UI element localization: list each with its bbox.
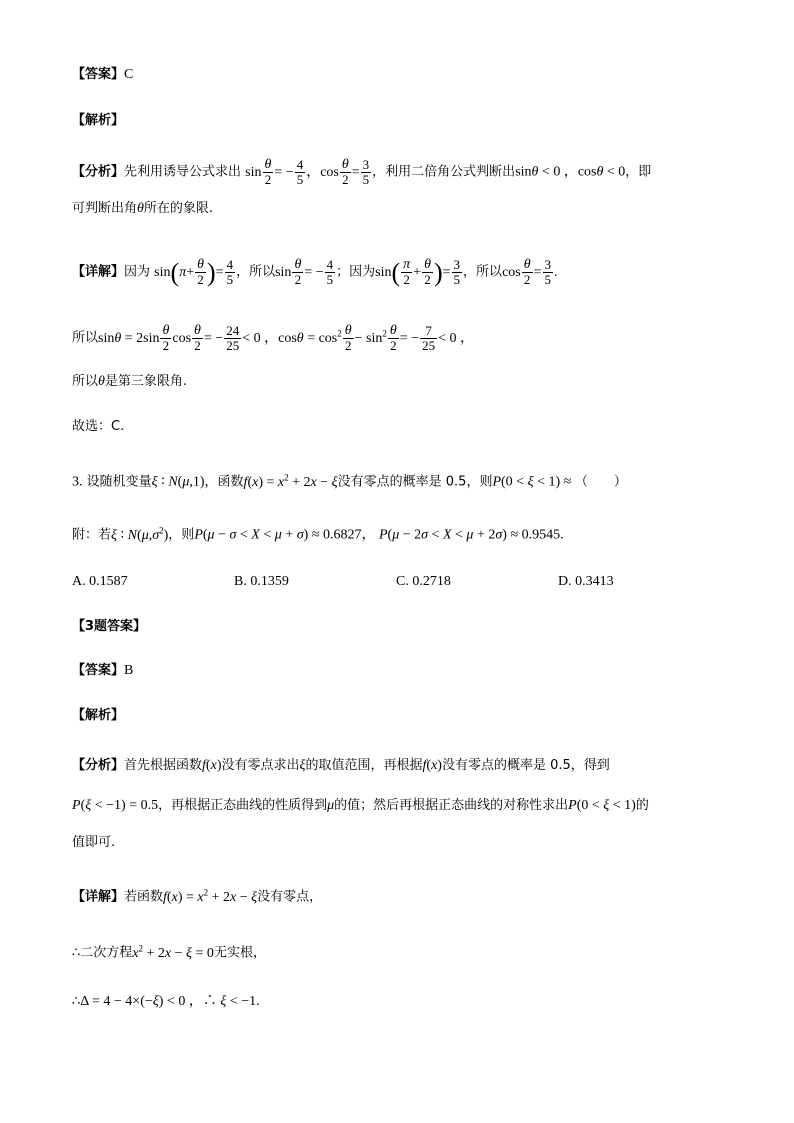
- option-label: D.: [558, 574, 572, 589]
- fenxi-text: 没有零点的概率是 0.5，得到: [441, 758, 610, 773]
- math-expr: P(0 < ξ < 1): [568, 798, 636, 813]
- fenxi-text: ，即: [625, 164, 652, 180]
- fenxi-text: 值即可.: [72, 835, 116, 850]
- fenxi-line-3c: [72, 833, 115, 853]
- fenxi-tag: 【分析】: [72, 164, 125, 180]
- appendix-text: ，则: [168, 527, 195, 543]
- math-expr: ξ: [299, 758, 306, 773]
- math-expr: sin $\frac{\theta}{2}$ = − $\frac{4}{5}$ ，cos $\frac{\theta}{2}$ = $\frac{3}{5}$: [245, 157, 370, 187]
- math-expr: $f(x) = x^2 + 2x - \xi$: [163, 887, 258, 905]
- xiangjie-text: 因为: [124, 264, 151, 280]
- question-3: [72, 467, 627, 493]
- fenxi-line-3b: [72, 796, 649, 816]
- step-text: 无实根，: [213, 945, 266, 961]
- answer-value: C: [124, 67, 134, 82]
- xiangjie-text: ，所以: [236, 264, 276, 280]
- question-text: ，函数: [204, 474, 244, 490]
- math-expr: P(ξ < −1) = 0.5: [72, 798, 159, 813]
- question-text: （ ）: [574, 474, 627, 490]
- derivation-line-2: [72, 323, 474, 353]
- math-expr: P(0 < ξ < 1) ≈: [492, 474, 575, 490]
- xiangjie-text: ，所以: [463, 264, 503, 280]
- fenxi-text: 所在的象限.: [143, 201, 214, 216]
- math-expr: ξ ∶ N(μ,1): [151, 474, 205, 490]
- math-expr: sinθ < 0 ，cosθ < 0: [515, 164, 626, 180]
- math-expr: μ: [327, 798, 335, 813]
- option-value: 0.3413: [575, 574, 614, 589]
- fenxi-text: ，利用二倍角公式判断出: [372, 164, 516, 180]
- step1-line-3: [72, 938, 266, 964]
- math-expr: P(μ − σ < X < μ + σ): [194, 527, 312, 543]
- answer-section-title: 【3题答案】: [72, 619, 147, 634]
- xiangjie-tag: 【详解】: [72, 264, 125, 280]
- math-expr: ξ ∶ $N(\mu,\sigma^2)$: [111, 525, 169, 543]
- conclusion-text: 所以: [72, 374, 99, 389]
- math-expr: $f(x) = x^2 + 2x - \xi$: [243, 472, 338, 490]
- xiangjie-line-3: [72, 882, 322, 908]
- derivation-text: 所以: [72, 330, 99, 346]
- fenxi-line-3: [72, 756, 610, 776]
- analysis-tag: 【解析】: [72, 113, 125, 128]
- math-expr: cos $\frac{\theta}{2}$ = $\frac{3}{5}$ .: [502, 257, 558, 287]
- fenxi-line-2b: [72, 199, 213, 219]
- math-expr: f(x): [202, 758, 222, 773]
- xiangjie-tag: 【详解】: [72, 889, 125, 905]
- math-expr: Δ = 4 − 4×(−ξ) < 0 ，∴ ξ < −1.: [80, 994, 260, 1009]
- answer-section-3: [72, 617, 146, 637]
- xiangjie-line-2: [72, 258, 558, 287]
- question-number: 3.: [72, 474, 83, 490]
- xiangjie-text: ；因为: [336, 264, 376, 280]
- option-a[interactable]: [72, 572, 128, 592]
- choose-line-2: [72, 417, 124, 437]
- option-label: B.: [234, 574, 247, 589]
- fenxi-text: 先利用诱导公式求出: [124, 164, 242, 180]
- option-value: 0.2718: [412, 574, 451, 589]
- math-expr: $x^2 + 2x - \xi = 0$: [132, 943, 214, 961]
- math-expr: sin( $\frac{\pi}{2}$ + $\frac{\theta}{2}$ )= $\frac{3}{5}$: [375, 257, 461, 287]
- math-expr: f(x): [422, 758, 442, 773]
- math-expr: θ: [137, 201, 144, 216]
- math-expr: θ: [98, 374, 105, 389]
- fenxi-tag: 【分析】: [72, 758, 125, 773]
- step-text: ∴: [72, 994, 81, 1009]
- choose-text: 故选：C.: [72, 419, 125, 434]
- answer-tag: 【答案】: [72, 67, 125, 82]
- fenxi-text: ，再根据正态曲线的性质得到: [158, 798, 328, 813]
- conclusion-text: 是第三象限角.: [104, 374, 188, 389]
- appendix-3: [72, 520, 564, 546]
- answer-tag: 【答案】: [72, 663, 125, 678]
- analysis-heading-2: [72, 111, 124, 131]
- question-text: 设随机变量: [86, 474, 152, 490]
- fenxi-text: 的值；然后再根据正态曲线的对称性求出: [334, 798, 569, 813]
- math-expr: sin $\frac{\theta}{2}$ = − $\frac{4}{5}$: [275, 257, 334, 287]
- option-label: C.: [396, 574, 409, 589]
- answer-value: B: [124, 663, 134, 678]
- option-value: 0.1587: [89, 574, 128, 589]
- option-d[interactable]: [558, 572, 614, 592]
- appendix-text: 附：若: [72, 527, 112, 543]
- appendix-value: ≈ 0.6827，: [311, 527, 376, 543]
- xiangjie-text: 没有零点，: [257, 889, 323, 905]
- option-label: A.: [72, 574, 86, 589]
- math-expr: sinθ = 2sin $\frac{\theta}{2}$ cos $\frac{\theta}{2}$ = − $\frac{24}{25}$ < 0 ，$\cos\theta = \cos^2$ $\frac{\theta}{2}$ − $\sin^2$ $\frac{\theta}{2}$ = − $\frac{7}{25}$ < 0 ，: [98, 322, 474, 353]
- appendix-value: ≈ 0.9545.: [510, 527, 564, 543]
- math-expr: sin(π+ $\frac{\theta}{2}$ )= $\frac{4}{5}$: [154, 257, 234, 287]
- fenxi-text: 可判断出角: [72, 201, 138, 216]
- option-b[interactable]: [234, 572, 289, 592]
- answer-line-3: [72, 661, 133, 681]
- fenxi-text: 首先根据函数: [124, 758, 203, 773]
- answer-line-2: [72, 65, 133, 85]
- step-text: ∴二次方程: [72, 945, 133, 961]
- option-value: 0.1359: [250, 574, 289, 589]
- fenxi-text: 的: [635, 798, 649, 813]
- options-row-3: [72, 572, 732, 592]
- analysis-tag: 【解析】: [72, 708, 125, 723]
- fenxi-text: 的取值范围，再根据: [305, 758, 423, 773]
- analysis-heading-3: [72, 706, 124, 726]
- xiangjie-text: 若函数: [124, 889, 164, 905]
- fenxi-line-2: [72, 158, 651, 187]
- math-expr: P(μ − 2σ < X < μ + 2σ): [378, 527, 511, 543]
- fenxi-text: 没有零点求出: [221, 758, 300, 773]
- conclusion-line-2: [72, 372, 187, 392]
- option-c[interactable]: [396, 572, 451, 592]
- step2-line-3: [72, 992, 260, 1012]
- question-text: 没有零点的概率是 0.5，则: [337, 474, 493, 490]
